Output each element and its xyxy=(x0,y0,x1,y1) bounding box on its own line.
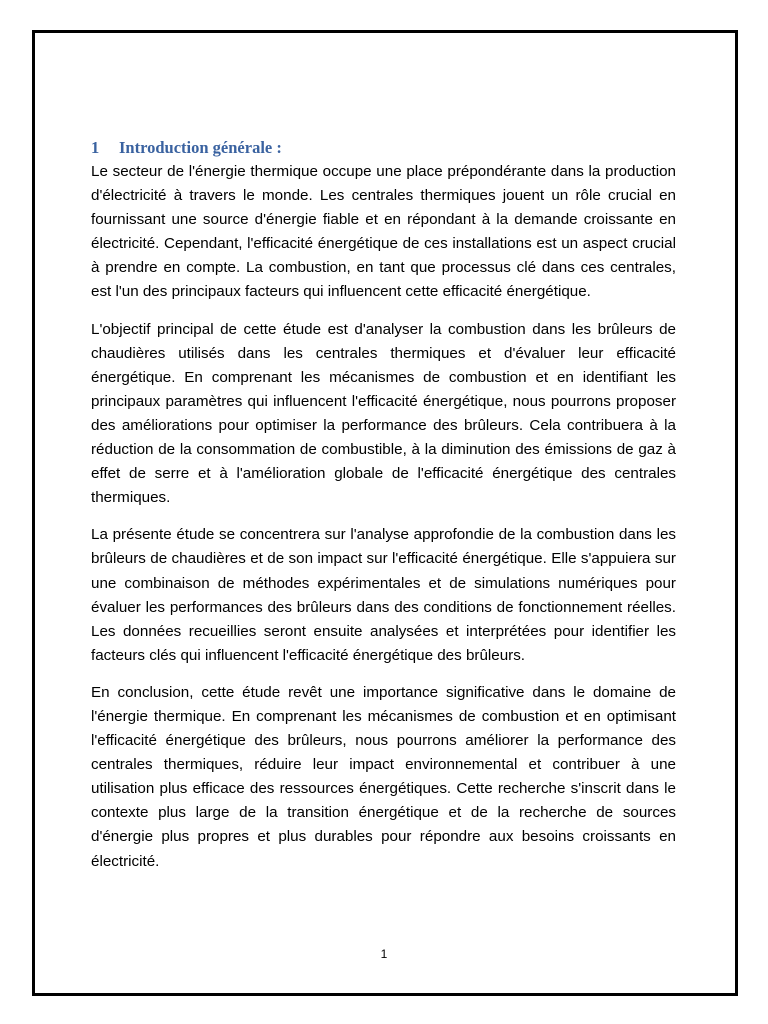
paragraph-scope: La présente étude se concentrera sur l'analyse approfondie de la combustion dans les brûleurs de chaudières et de son impact sur l'efficacité énergétique. Elle s'appuiera sur une combinaison de méthodes expérimentales et de simulations numériques pour évaluer les performances des brûleurs dans des conditions de fonctionnement réelles. Les données recueillies seront ensuite analysées et interprétées pour identifier les facteurs clés qui influencent l'efficacité énergétique des brûleurs. xyxy=(91,526,676,664)
paragraph-objective: L'objectif principal de cette étude est d'analyser la combustion dans les brûleurs de chaudières utilisés dans les centrales thermiques et d'évaluer leur efficacité énergétique. En comprenant les mécanismes de combustion et en identifiant les principaux paramètres qui influencent l'efficacité énergétique, nous pourrons proposer des améliorations pour optimiser la performance des brûleurs. Cela contribuera à la réduction de la consommation de combustible, à la diminution des émissions de gaz à effet de serre et à l'amélioration globale de l'efficacité énergétique des centrales thermiques. xyxy=(91,320,676,507)
section-number: 1 xyxy=(91,138,100,157)
section-title: Introduction générale : xyxy=(119,138,282,157)
page-content xyxy=(91,136,676,887)
paragraph-conclusion: En conclusion, cette étude revêt une importance significative dans le domaine de l'énergie thermique. En comprenant les mécanismes de combustion et en optimisant l'efficacité énergétique des brûleurs, nous pourrons améliorer la performance des centrales thermiques, réduire leur impact environnemental et contribuer à une utilisation plus efficace des ressources énergétiques. Cette recherche s'inscrit dans le contexte plus large de la transition énergétique et de la recherche de sources d'énergie plus propres et plus durables pour répondre aux besoins croissants en électricité. xyxy=(91,683,676,870)
paragraph-intro: Le secteur de l'énergie thermique occupe une place prépondérante dans la production d'électricité à travers le monde. Les centrales thermiques jouent un rôle crucial en fournissant une source d'énergie fiable et en répondant à la demande croissante en électricité. Cependant, l'efficacité énergétique de ces installations est un aspect crucial à prendre en compte. La combustion, en tant que processus clé dans ces centrales, est l'un des principaux facteurs qui influencent cette efficacité énergétique. xyxy=(91,163,676,301)
page-number: 1 xyxy=(380,947,388,961)
section-heading xyxy=(91,136,676,160)
